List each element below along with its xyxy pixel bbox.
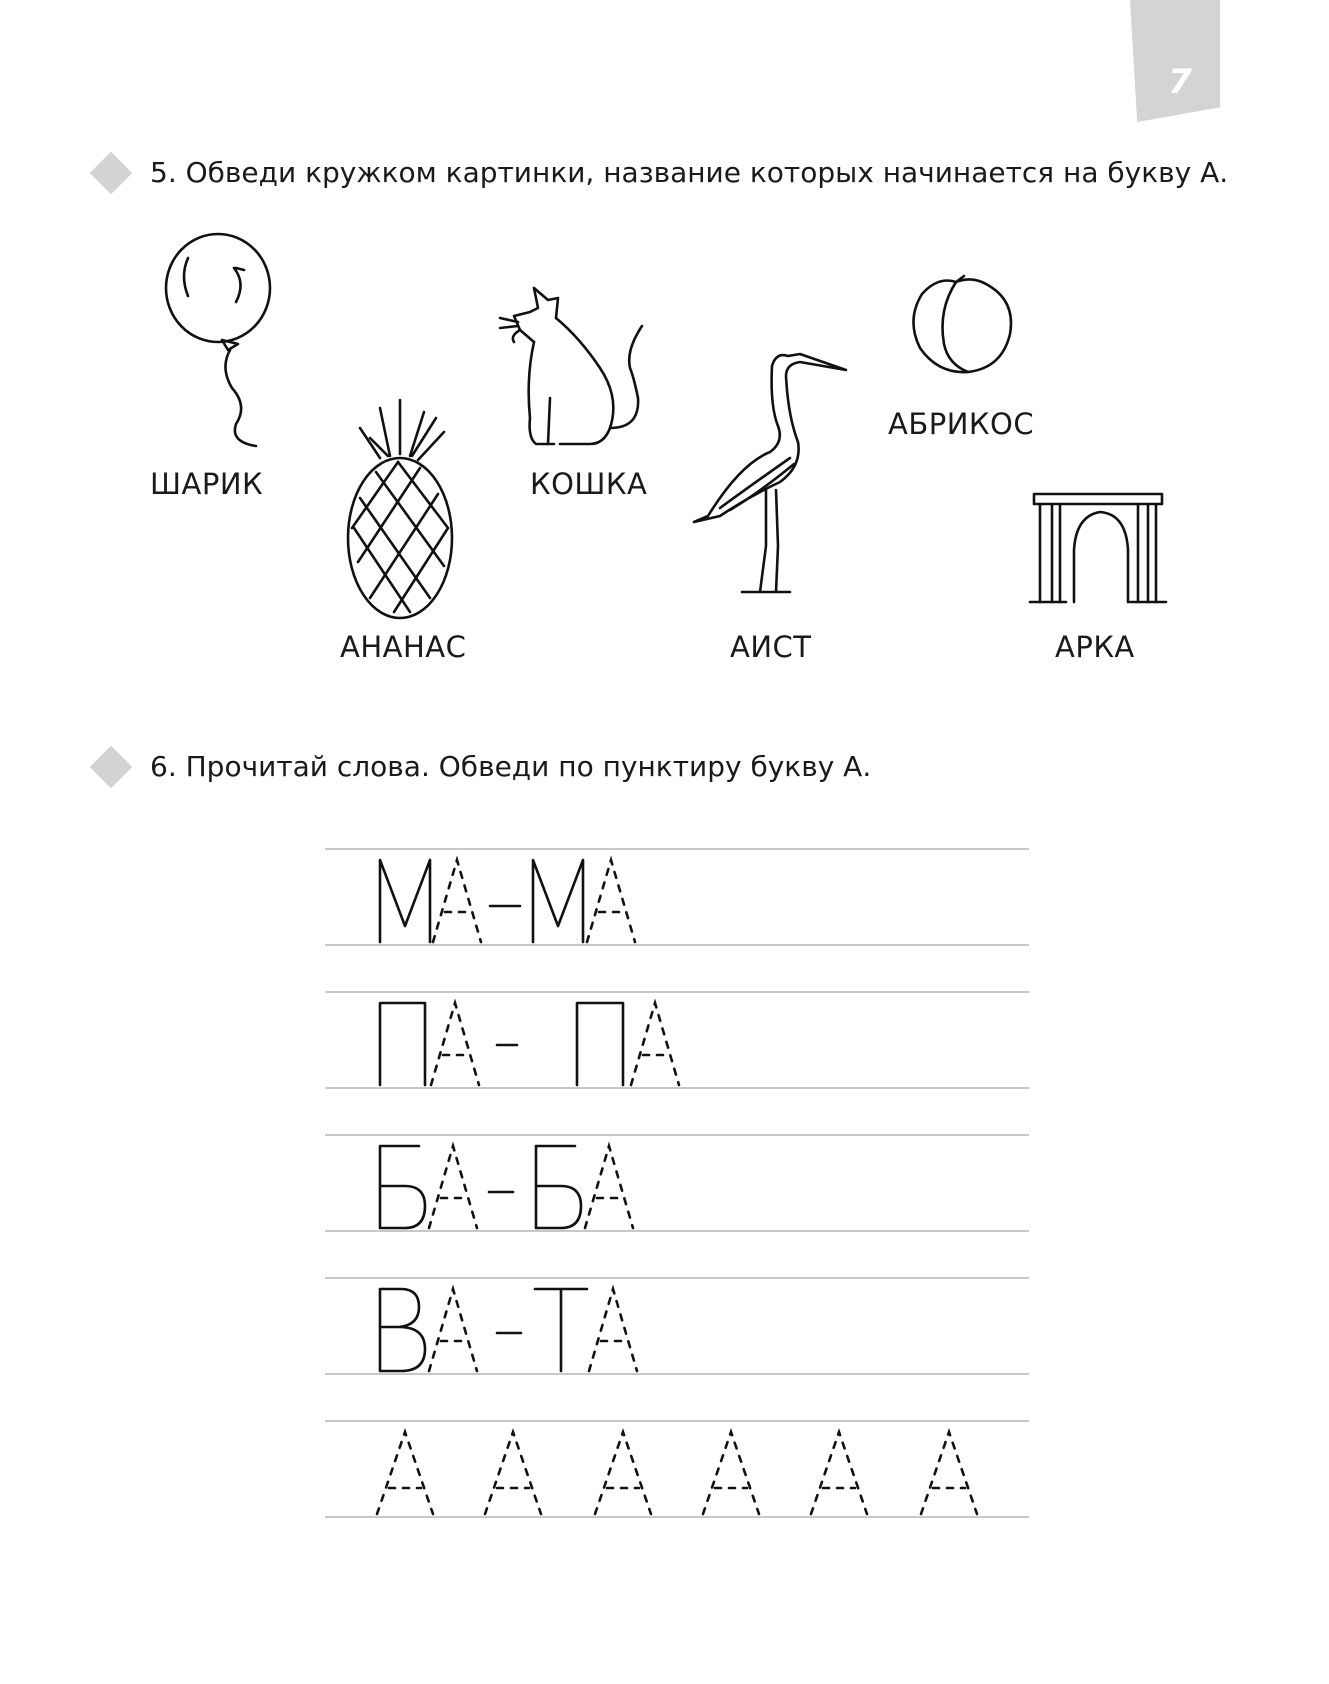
picture-label-pineapple: АНАНАС [340, 630, 467, 664]
task6-bullet-icon [90, 746, 132, 788]
guide-line [325, 848, 1029, 850]
picture-label-cat: КОШКА [530, 467, 648, 501]
tracing-row-mama[interactable] [325, 856, 1029, 946]
tracing-row-papa[interactable] [325, 999, 1029, 1089]
pineapple-icon[interactable] [340, 398, 460, 618]
guide-line [325, 1420, 1029, 1422]
picture-label-balloon: ШАРИК [150, 467, 264, 501]
arch-icon[interactable] [1030, 490, 1170, 610]
tracing-row-a[interactable] [325, 1428, 1029, 1518]
task5-bullet-icon [90, 152, 132, 194]
task6-instruction: 6. Прочитай слова. Обведи по пунктиру букву А. [150, 750, 872, 783]
page-number-tab [1130, 0, 1220, 122]
picture-label-stork: АИСТ [730, 630, 812, 664]
cat-icon[interactable] [500, 278, 660, 453]
task5-instruction: 5. Обведи кружком картинки, название которых начинается на букву А. [150, 156, 1229, 189]
balloon-icon[interactable] [160, 228, 290, 458]
page-number: 7 [1168, 62, 1192, 102]
tracing-row-baba[interactable] [325, 1142, 1029, 1232]
tracing-row-vata[interactable] [325, 1285, 1029, 1375]
guide-line [325, 991, 1029, 993]
guide-line [325, 1277, 1029, 1279]
picture-label-apricot: АБРИКОС [888, 407, 1035, 441]
guide-line [325, 1134, 1029, 1136]
picture-label-arch: АРКА [1055, 630, 1135, 664]
apricot-icon[interactable] [908, 274, 1018, 379]
stork-icon[interactable] [690, 346, 850, 596]
